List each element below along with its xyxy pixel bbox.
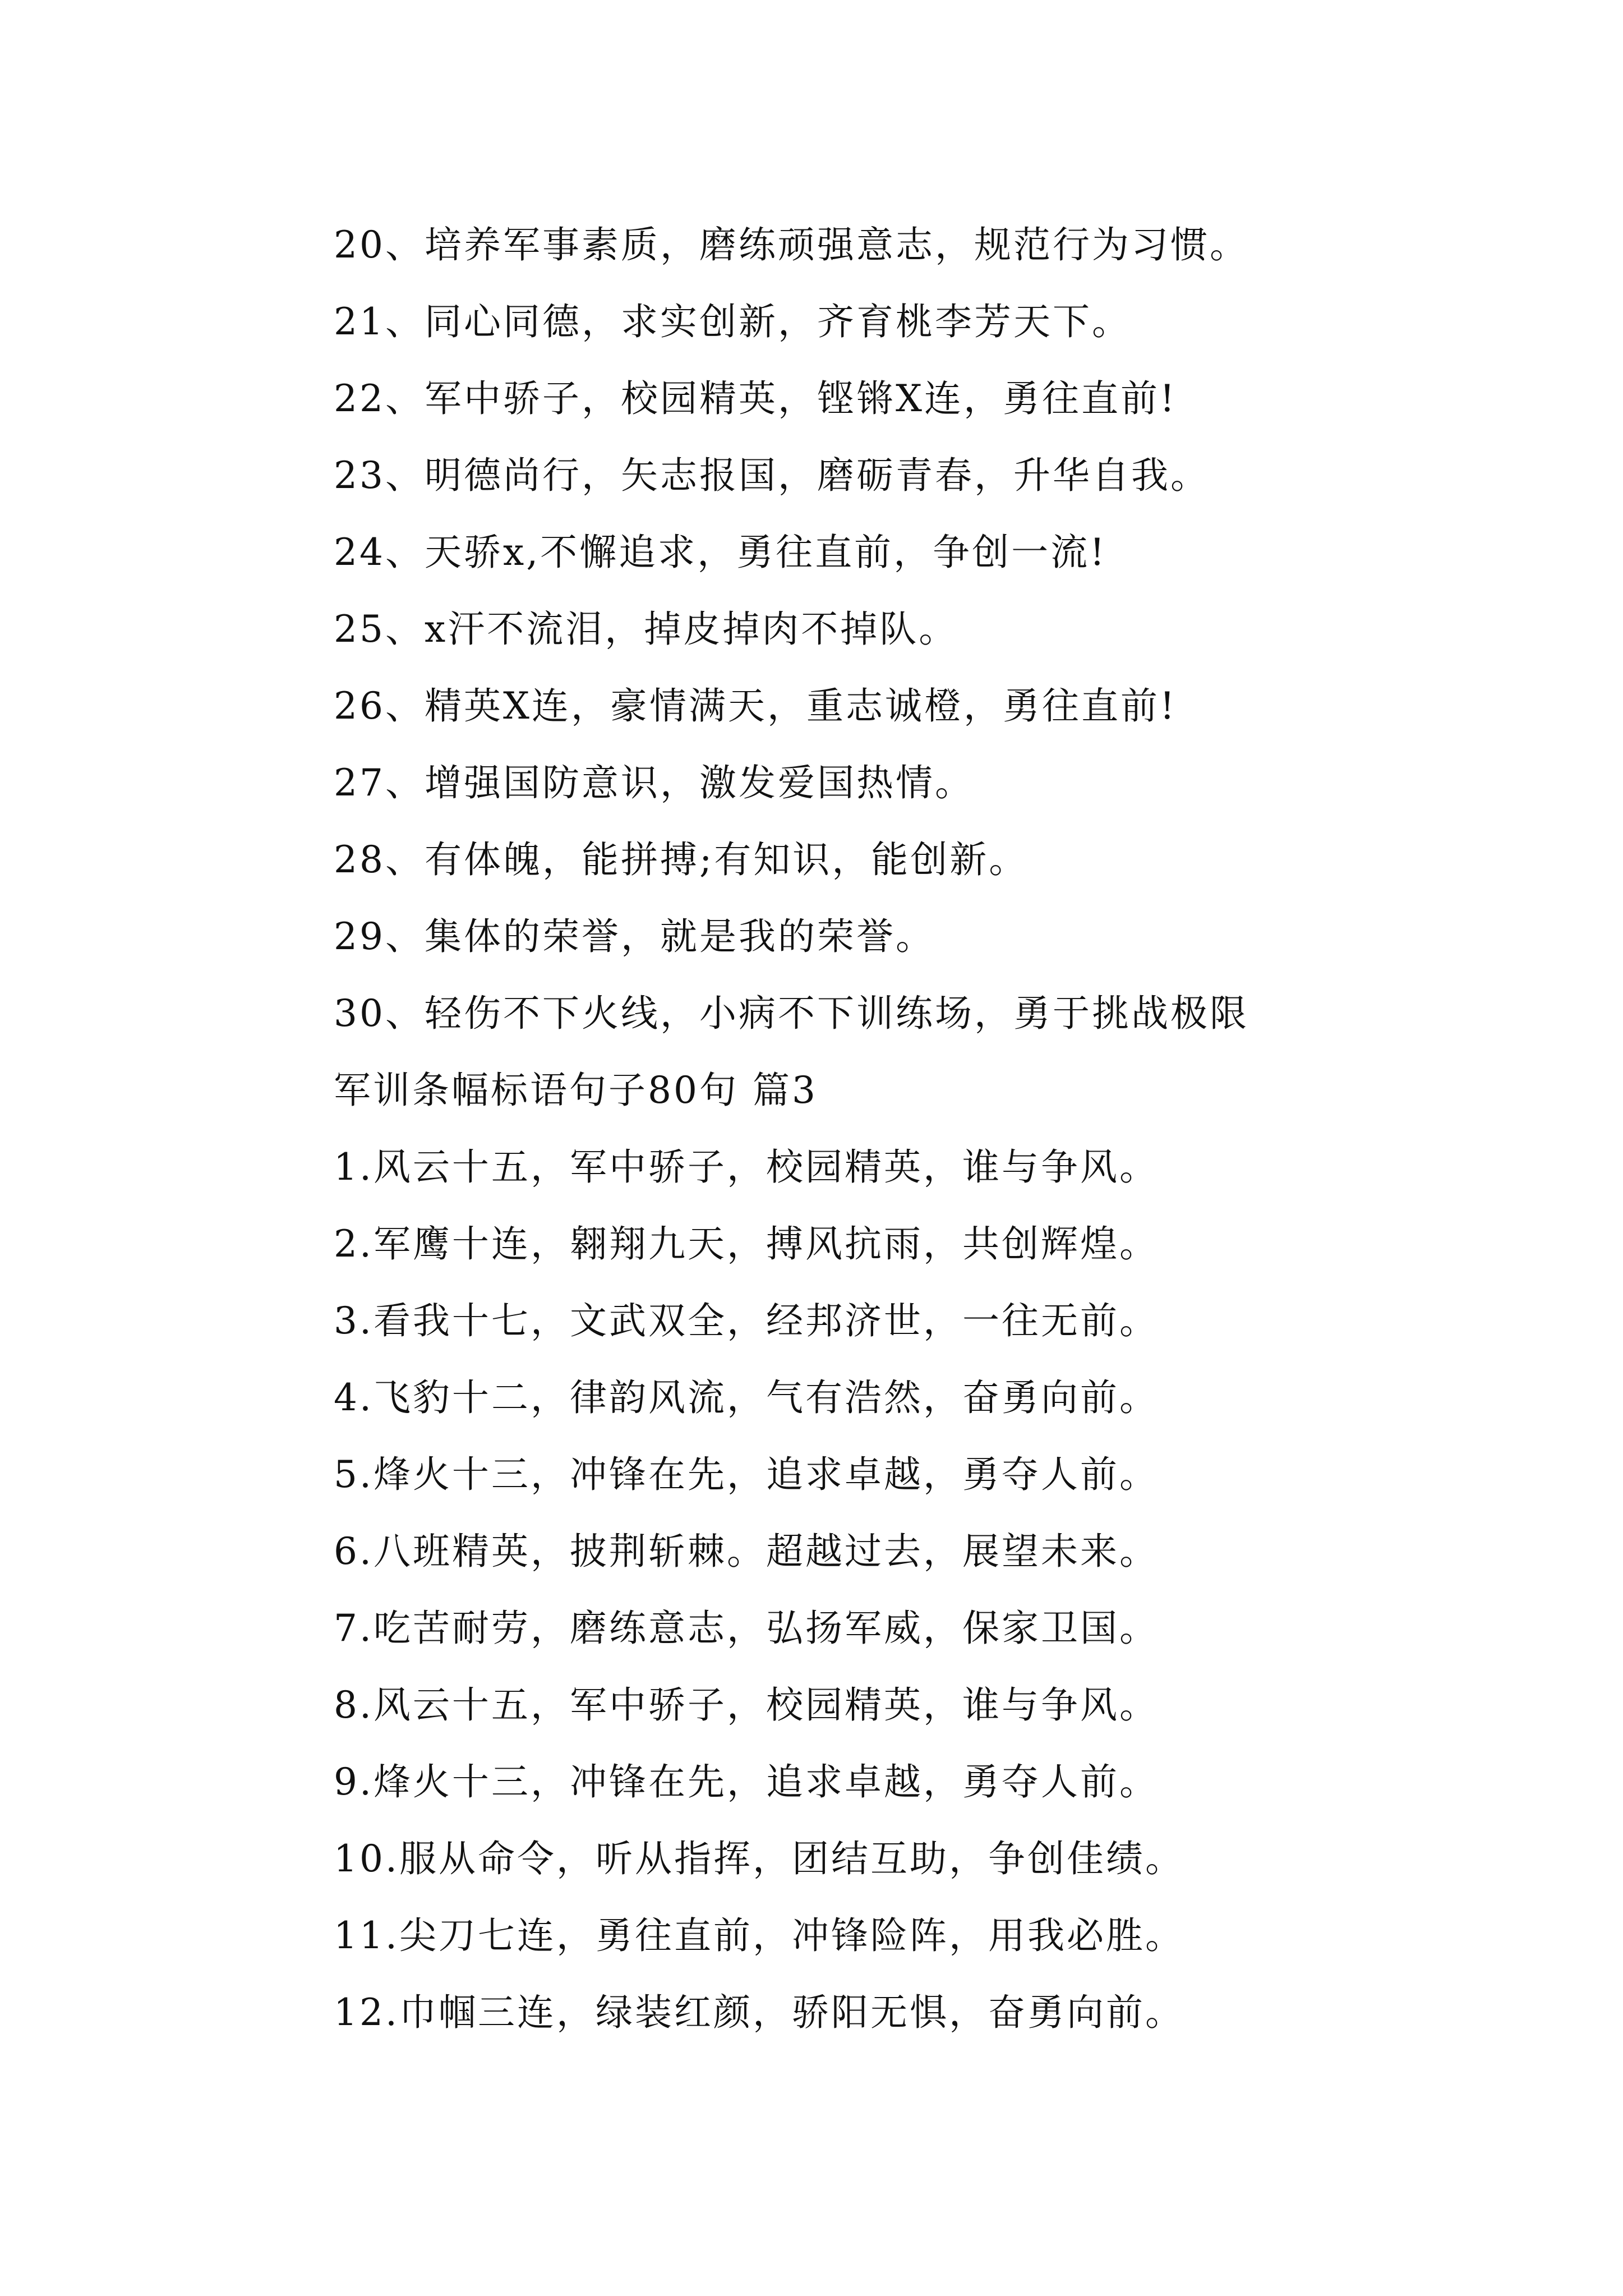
list-item: 30、轻伤不下火线，小病不下训练场，勇于挑战极限 [334,992,1249,1035]
list-item: 25、x汗不流泪，掉皮掉肉不掉队。 [334,608,958,651]
list-item: 3.看我十七，文武双全，经邦济世，一往无前。 [334,1299,1159,1342]
list-item: 20、培养军事素质，磨练顽强意志，规范行为习惯。 [334,223,1249,266]
list-item: 5.烽火十三，冲锋在先，追求卓越，勇夺人前。 [334,1453,1159,1496]
list-item: 8.风云十五，军中骄子，校园精英，谁与争风。 [334,1683,1159,1727]
list-item: 23、明德尚行，矢志报国，磨砺青春，升华自我。 [334,454,1210,497]
list-item: 1.风云十五，军中骄子，校园精英，谁与争风。 [334,1145,1159,1189]
list-item: 21、同心同德，求实创新，齐育桃李芳天下。 [334,300,1131,343]
list-item: 12.巾帼三连，绿装红颜，骄阳无惧，奋勇向前。 [334,1991,1184,2034]
list-item: 28、有体魄，能拼搏;有知识，能创新。 [334,838,1029,881]
section-heading: 军训条幅标语句子80句 篇3 [334,1069,818,1112]
list-item: 11.尖刀七连，勇往直前，冲锋险阵，用我必胜。 [334,1914,1184,1957]
list-item: 7.吃苦耐劳，磨练意志，弘扬军威，保家卫国。 [334,1607,1159,1650]
list-item: 26、精英X连，豪情满天，重志诚橙，勇往直前! [334,684,1177,728]
list-item: 22、军中骄子，校园精英，铿锵X连，勇往直前! [334,377,1177,420]
list-item: 9.烽火十三，冲锋在先，追求卓越，勇夺人前。 [334,1760,1159,1803]
list-item: 4.飞豹十二，律韵风流，气有浩然，奋勇向前。 [334,1376,1159,1419]
list-item: 2.军鹰十连，翱翔九天，搏风抗雨，共创辉煌。 [334,1222,1159,1266]
list-item: 24、天骄x,不懈追求，勇往直前，争创一流! [334,531,1107,574]
list-item: 29、集体的荣誉，就是我的荣誉。 [334,915,935,958]
list-item: 6.八班精英，披荆斩棘。超越过去，展望未来。 [334,1530,1159,1573]
document-body [334,206,1511,2051]
list-item: 10.服从命令，听从指挥，团结互助，争创佳绩。 [334,1837,1184,1880]
list-item: 27、增强国防意识，激发爱国热情。 [334,761,974,804]
